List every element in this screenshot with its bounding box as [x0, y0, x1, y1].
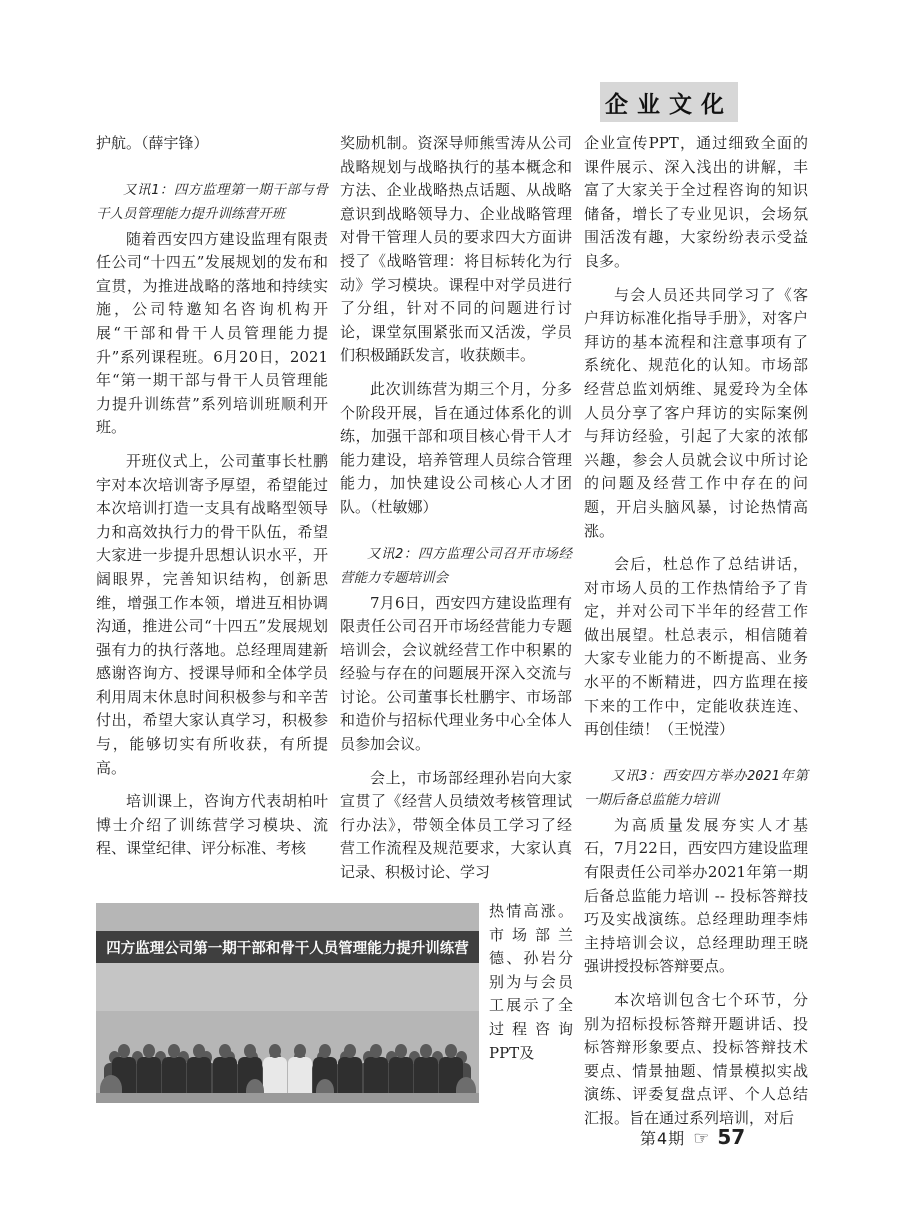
paragraph: 开班仪式上，公司董事长杜鹏宇对本次培训寄予厚望，希望能过本次培训打造一支具有战略型领导力和高效执行力的骨干队伍，希望大家进一步提升思想认识水平，开阔眼界，完善知识结构，创新思维，增强工作本领，增进互相协调沟通，推进公司“十四五”发展规划强有力的执行落地。总经理周建新感谢咨询方、授课导师和全体学员利用周末休息时间积极参与和辛苦付出，希望大家认真学习，积极参与，能够切实有所收获，有所提高。	[96, 451, 328, 777]
issue-number: 第4期	[640, 1129, 686, 1148]
page-number: 57	[717, 1125, 746, 1149]
paragraph: 与会人员还共同学习了《客户拜访标准化指导手册》，对客户拜访的基本流程和注意事项有了系统化、规范化的认知。市场部经营总监刘炳维、晁爱玲为全体人员分享了客户拜访的实际案例与拜访经验，引起了大家的浓郁兴趣，参会人员就会议中所讨论的问题及经营工作中存在的问题，开启头脑风暴，讨论热情高涨。	[584, 285, 808, 540]
person-head	[294, 1044, 306, 1058]
person-head	[344, 1044, 356, 1058]
group-photo	[96, 903, 479, 1103]
news-heading-3: 又讯3：西安四方举办2021年第一期后备总监能力培训	[584, 767, 808, 808]
person-head	[319, 1044, 331, 1058]
pointing-hand-icon: ☞	[693, 1128, 710, 1149]
news-heading-1: 又讯1：四方监理第一期干部与骨干人员管理能力提升训练营开班	[96, 181, 328, 222]
photo-people	[96, 999, 479, 1103]
person-head	[370, 1044, 382, 1058]
paragraph: 热情高涨。市场部兰德、孙岩分别为与会员工展示了全过程咨询PPT及	[489, 902, 573, 1062]
person-head	[219, 1044, 231, 1058]
paragraph: 企业宣传PPT，通过细致全面的课件展示、深入浅出的讲解，丰富了大家关于全过程咨询的知识储备，增长了专业见识，会场氛围活泼有趣，大家纷纷表示受益良多。	[584, 134, 808, 270]
section-title: 企业文化	[605, 91, 733, 118]
page-footer	[640, 1125, 745, 1149]
paragraph: 会后，杜总作了总结讲话，对市场人员的工作热情给予了肯定，并对公司下半年的经营工作做出展望。杜总表示，相信随着大家专业能力的不断提高、业务水平的不断精进，四方监理在接下来的工作中，定能收获连连、再创佳绩！（王悦滢）	[584, 555, 808, 739]
column-2	[340, 132, 572, 885]
paragraph: 为高质量发展夯实人才基石，7月22日，西安四方建设监理有限责任公司举办2021年第一期后备总监能力培训 -- 投标答辩技巧及实战演练。总经理助理李炜主持培训会议，总经理助理王晓强讲授投标答辩要点。	[584, 815, 808, 976]
column-1	[96, 132, 328, 861]
paragraph: 会上，市场部经理孙岩向大家宣贯了《经营人员绩效考核管理试行办法》，带领全体员工学习了经营工作流程及规范要求，大家认真记录、积极讨论、学习	[340, 768, 572, 882]
paragraph: 随着西安四方建设监理有限责任公司“十四五”发展规划的发布和宣贯，为推进战略的落地和持续实施，公司特邀知名咨询机构开展“干部和骨干人员管理能力提升”系列课程班。6月20日，2021年“第一期干部与骨干人员管理能力提升训练营”系列培训班顺利开班。	[96, 229, 328, 437]
photo-banner-text: 四方监理公司第一期干部和骨干人员管理能力提升训练营	[106, 940, 469, 957]
person-head	[269, 1044, 281, 1058]
paragraph: 护航。（薛宇锋）	[96, 134, 209, 152]
paragraph: 培训课上，咨询方代表胡柏叶博士介绍了训练营学习模块、流程、课堂纪律、评分标准、考核	[96, 792, 328, 858]
person-head	[420, 1044, 432, 1058]
person-head	[445, 1044, 457, 1058]
paragraph: 此次训练营为期三个月，分多个阶段开展，旨在通过体系化的训练，加强干部和项目核心骨干人才能力建设，培养管理人员综合管理能力，加快建设公司核心人才团队。（杜敏娜）	[340, 379, 572, 516]
news-heading-2: 又讯2：四方监理公司召开市场经营能力专题培训会	[340, 545, 572, 586]
person-head	[143, 1044, 155, 1058]
paragraph: 本次培训包含七个环节，分别为招标投标答辩开题讲话、投标答辩形象要点、投标答辩技术要点、情景抽题、情景模拟实战演练、评委复盘点评、个人总结汇报。旨在通过系列培训，对后	[584, 991, 808, 1127]
person-head	[395, 1044, 407, 1058]
photo-wrap-text	[489, 900, 573, 1065]
paragraph: 奖励机制。资深导师熊雪涛从公司战略规划与战略执行的基本概念和方法、企业战略热点话题、从战略意识到战略领导力、企业战略管理对骨干管理人员的要求四大方面讲授了《战略管理：将目标转化为行动》学习模块。课程中对学员进行了分组，针对不同的问题进行讨论，课堂氛围紧张而又活泼，学员们积极踊跃发言，收获颇丰。	[340, 134, 572, 365]
section-title-tab	[600, 82, 738, 122]
column-3	[584, 132, 808, 1131]
person-head	[244, 1044, 256, 1058]
person-head	[118, 1044, 130, 1058]
paragraph: 7月6日，西安四方建设监理有限责任公司召开市场经营能力专题培训会，会议就经营工作中积累的经验与存在的问题展开深入交流与讨论。公司董事长杜鹏宇、市场部和造价与招标代理业务中心全体人员参加会议。	[340, 593, 572, 754]
photo-floor	[96, 1093, 479, 1103]
photo-banner	[96, 931, 479, 963]
